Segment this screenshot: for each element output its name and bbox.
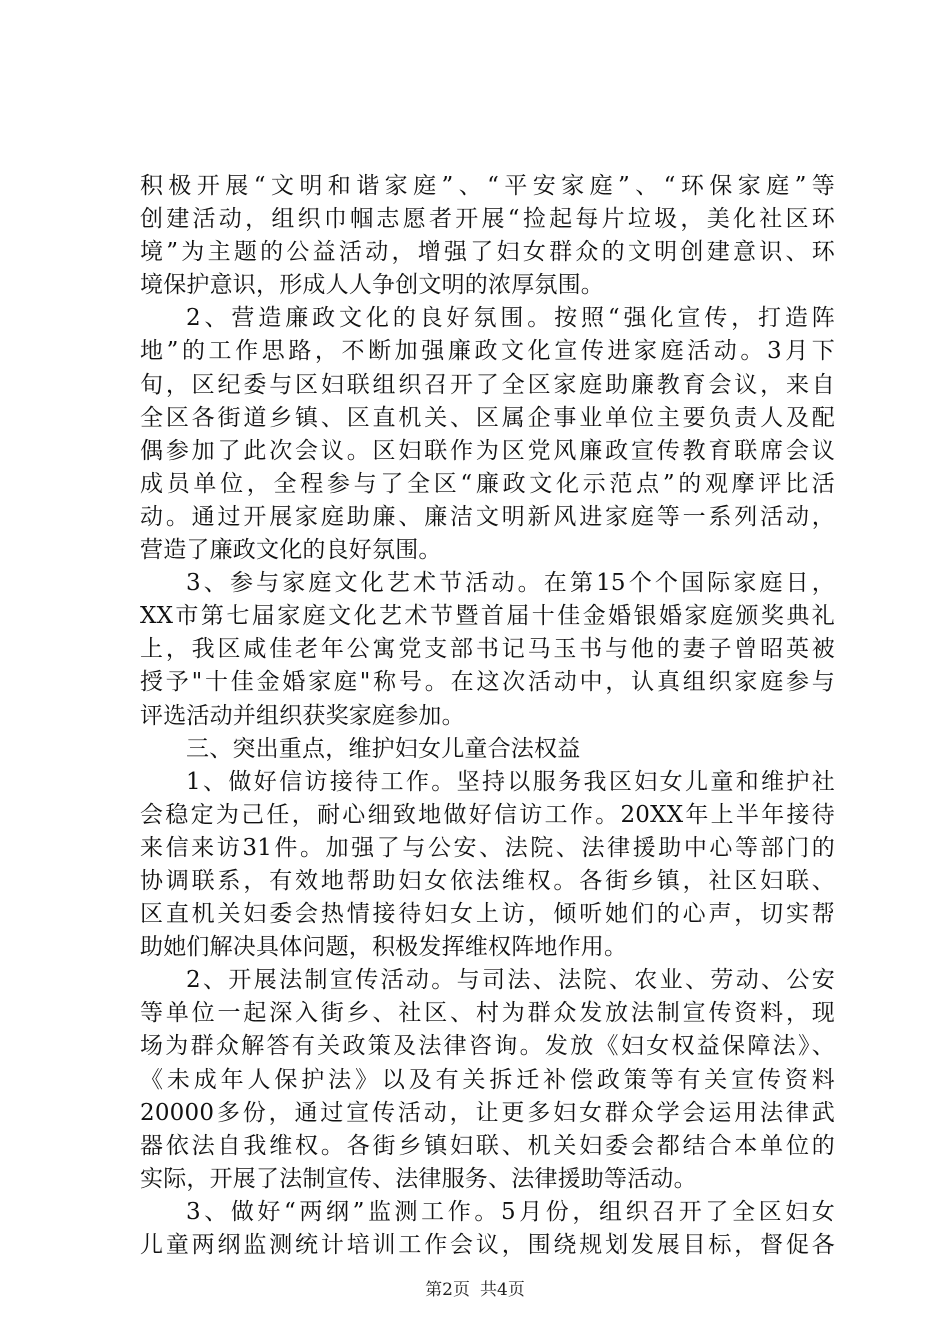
page-number-total: 共4页 [480,1280,525,1300]
text-line: 三、突出重点，维护妇女儿童合法权益 [186,735,581,762]
text-line: 3、做好“两纲”监测工作。5月份，组织召开了全区妇女 [186,1198,835,1225]
text-line: 地”的工作思路，不断加强廉政文化宣传进家庭活动。3月下 [140,338,835,365]
text-line: 积极开展“文明和谐家庭”、“平安家庭”、“环保家庭”等 [140,173,835,199]
text-line: 《未成年人保护法》以及有关拆迁补偿政策等有关宣传资料 [140,1066,835,1093]
text-line: 儿童两纲监测统计培训工作会议，围绕规划发展目标，督促各 [140,1232,835,1258]
document-body [140,170,835,1262]
page-number-current: 第2页 [425,1280,470,1300]
text-line: 3、参与家庭文化艺术节活动。在第15个个国际家庭日， [186,570,835,597]
text-line: 2、营造廉政文化的良好氛围。按照“强化宣传，打造阵 [186,305,835,332]
text-line: 创建活动，组织巾帼志愿者开展“捡起每片垃圾，美化社区环 [140,206,835,233]
text-line: 实际，开展了法制宣传、法律服务、法律援助等活动。 [140,1165,697,1192]
text-line: 授予"十佳金婚家庭"称号。在这次活动中，认真组织家庭参与 [140,669,835,696]
page-footer [0,1279,950,1301]
text-line: 2、开展法制宣传活动。与司法、法院、农业、劳动、公安 [186,967,835,994]
text-line: 来信来访31件。加强了与公安、法院、法律援助中心等部门的 [140,834,835,861]
text-line: 会稳定为己任，耐心细致地做好信访工作。20XX年上半年接待 [140,801,835,828]
text-line: 1、做好信访接待工作。坚持以服务我区妇女儿童和维护社 [186,768,835,795]
text-line: 全区各街道乡镇、区直机关、区属企事业单位主要负责人及配 [140,404,835,431]
text-line: 器依法自我维权。各街乡镇妇联、机关妇委会都结合本单位的 [140,1132,835,1159]
text-line: 等单位一起深入街乡、社区、村为群众发放法制宣传资料，现 [140,1000,835,1027]
text-line: 营造了廉政文化的良好氛围。 [140,537,442,564]
text-line: 动。通过开展家庭助廉、廉洁文明新风进家庭等一系列活动， [140,503,835,530]
text-line: 旬，区纪委与区妇联组织召开了全区家庭助廉教育会议，来自 [140,371,835,398]
text-line: 偶参加了此次会议。区妇联作为区党风廉政宣传教育联席会议 [140,437,835,464]
text-line: 协调联系，有效地帮助妇女依法维权。各街乡镇，社区妇联、 [140,867,835,894]
text-line: 助她们解决具体问题，积极发挥维权阵地作用。 [140,934,628,961]
text-line: 境保护意识，形成人人争创文明的浓厚氛围。 [140,272,604,299]
text-line: XX市第七届家庭文化艺术节暨首届十佳金婚银婚家庭颁奖典礼 [140,603,835,630]
text-line: 评选活动并组织获奖家庭参加。 [140,702,465,729]
text-line: 场为群众解答有关政策及法律咨询。发放《妇女权益保障法》、 [140,1033,835,1060]
text-line: 20000多份，通过宣传活动，让更多妇女群众学会运用法律武 [140,1099,835,1126]
text-line: 上，我区咸佳老年公寓党支部书记马玉书与他的妻子曾昭英被 [140,636,835,663]
text-line: 境”为主题的公益活动，增强了妇女群众的文明创建意识、环 [140,239,835,266]
text-line: 区直机关妇委会热情接待妇女上访，倾听她们的心声，切实帮 [140,901,835,928]
text-line: 成员单位，全程参与了全区“廉政文化示范点”的观摩评比活 [140,470,835,497]
